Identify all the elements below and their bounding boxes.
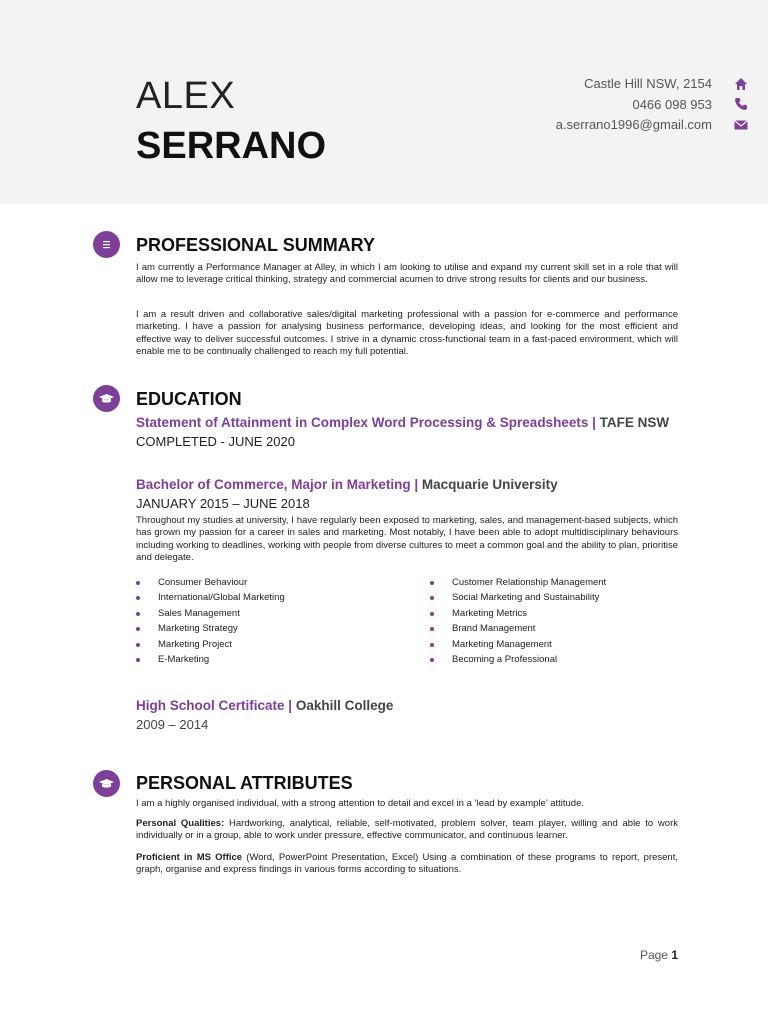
phone-icon <box>734 97 748 111</box>
list-item: Consumer Behaviour <box>136 575 406 590</box>
title-separator: | <box>592 415 596 430</box>
qualities-label: Personal Qualities: <box>136 818 225 829</box>
first-name: ALEX <box>136 75 236 117</box>
envelope-icon <box>734 118 748 132</box>
summary-badge <box>93 231 120 258</box>
education-entry-title <box>136 697 393 715</box>
subjects-list-left <box>136 575 406 667</box>
list-item: Social Marketing and Sustainability <box>430 590 680 605</box>
contact-address: Castle Hill NSW, 2154 <box>584 76 712 91</box>
title-separator: | <box>288 698 293 713</box>
page-number-value: 1 <box>671 948 678 962</box>
summary-title: PROFESSIONAL SUMMARY <box>136 235 376 255</box>
education-entry-date: 2009 – 2014 <box>136 717 209 732</box>
summary-paragraph-1: I am currently a Performance Manager at Alley, in which I am looking to utilise and expand my current skill set in a role that will allow me to leverage critical thinking, strategy and commercial acumen to drive strong results for clients and our business. <box>136 262 678 286</box>
page-number <box>640 948 678 962</box>
home-icon <box>734 77 748 91</box>
institution-name: Oakhill College <box>295 698 394 713</box>
education-badge <box>93 385 120 412</box>
subjects-list-right <box>430 575 680 667</box>
page-label: Page <box>639 948 668 962</box>
list-item: Customer Relationship Management <box>430 575 680 590</box>
resume-header <box>0 0 768 204</box>
summary-paragraph-2: I am a result driven and collaborative sales/digital marketing professional with a passion for e-commerce and performance marketing. I have a passion for analysing business performance, developing ideas, and looking for the most efficient and effective way to deliver successful outcomes. I strive in a dynamic cross-functional team in a fast-paced environment, which will enable me to be continually challenged to reach my full potential. <box>136 309 678 358</box>
list-item: Becoming a Professional <box>430 652 680 667</box>
education-entry-title <box>136 414 669 432</box>
education-description: Throughout my studies at university, I have regularly been exposed to marketing, sales, and management-based subjects, which has grown my passion for a career in sales and marketing. Most notably, I have been able to adopt multidisciplinary behaviours including working to deadlines, working with people from diverse cultures to meet a common goal and the ability to plan, prioritise and delegate. <box>136 515 678 564</box>
list-item: Marketing Metrics <box>430 606 680 621</box>
education-entry-date: COMPLETED - JUNE 2020 <box>136 434 295 449</box>
education-entry-title <box>136 476 558 494</box>
course-name: Bachelor of Commerce, Major in Marketing <box>136 477 411 492</box>
attributes-office <box>136 852 678 877</box>
office-label: Proficient in MS Office <box>136 852 243 863</box>
list-item: E-Marketing <box>136 652 406 667</box>
list-icon <box>93 231 120 258</box>
list-item: Sales Management <box>136 606 406 621</box>
list-item: Brand Management <box>430 621 680 636</box>
graduation-cap-icon <box>93 770 120 797</box>
contact-email[interactable]: a.serrano1996@gmail.com <box>555 117 712 132</box>
list-item: Marketing Strategy <box>136 621 406 636</box>
office-text: (Word, PowerPoint Presentation, Excel) Using a combination of these programs to report, present, graph, organise and express findings in various forms according to situations. <box>136 852 678 876</box>
list-item: International/Global Marketing <box>136 590 406 605</box>
last-name: SERRANO <box>136 125 327 167</box>
institution-name: Macquarie University <box>421 477 558 492</box>
institution-name: TAFE NSW <box>599 415 670 430</box>
list-item: Marketing Project <box>136 637 406 652</box>
list-item: Marketing Management <box>430 637 680 652</box>
education-title: EDUCATION <box>136 389 242 409</box>
attributes-intro: I am a highly organised individual, with a strong attention to detail and excel in a ‘lead by example’ attitude. <box>136 798 585 809</box>
qualities-text: Hardworking, analytical, reliable, self-motivated, problem solver, team player, willing and able to work individually or in a group, able to work under pressure, effective communicator, and continuous learner. <box>136 818 678 842</box>
course-name: Statement of Attainment in Complex Word Processing & Spreadsheets <box>136 415 589 430</box>
graduation-cap-icon <box>93 385 120 412</box>
attributes-badge <box>93 770 120 797</box>
education-entry-date: JANUARY 2015 – JUNE 2018 <box>136 496 310 511</box>
attributes-qualities <box>136 818 678 843</box>
attributes-title: PERSONAL ATTRIBUTES <box>136 773 353 793</box>
title-separator: | <box>414 477 419 492</box>
course-name: High School Certificate <box>136 698 285 713</box>
contact-phone[interactable]: 0466 098 953 <box>632 97 712 112</box>
